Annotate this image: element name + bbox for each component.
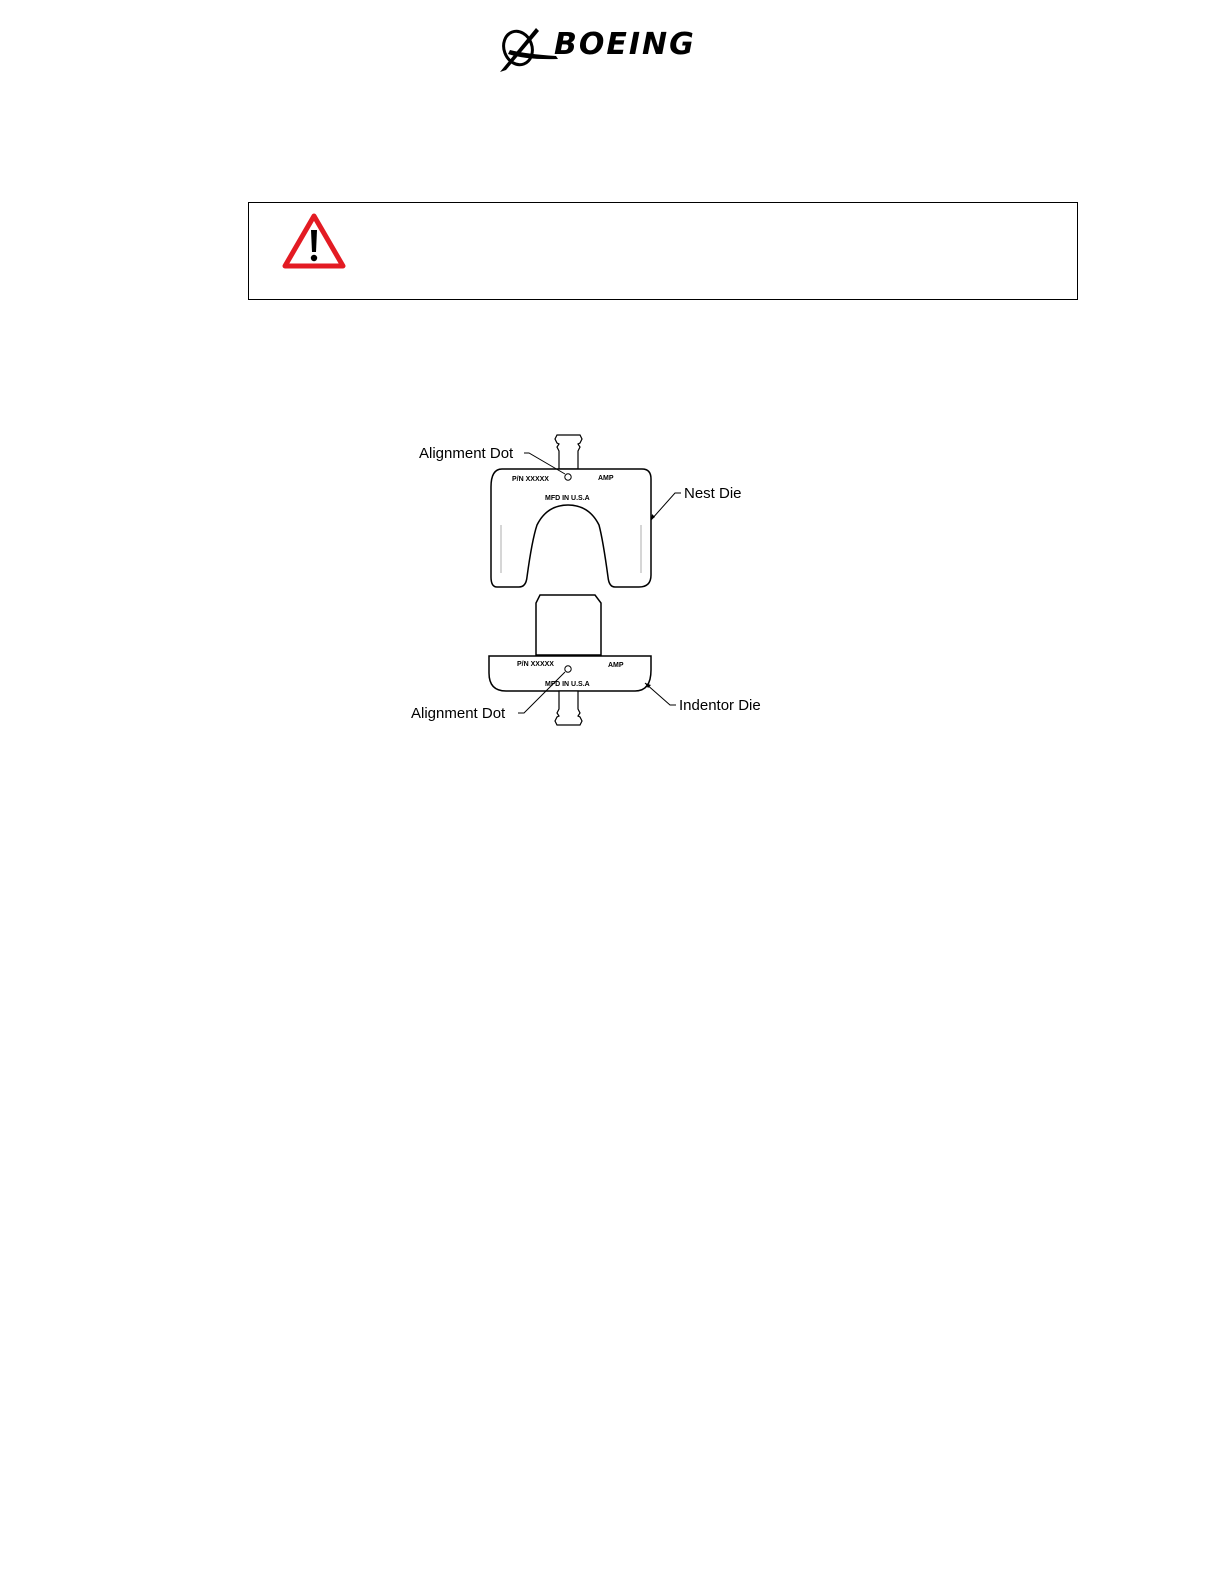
die-diagram (405, 425, 780, 735)
nest-die-origin: MFD IN U.S.A (545, 495, 590, 502)
nest-die-alignment-dot (565, 474, 571, 480)
indentor-die (489, 595, 651, 725)
logo-wordmark: BOEING (554, 27, 696, 62)
indentor-die-origin: MFD IN U.S.A (545, 681, 590, 688)
callout-label: Alignment Dot (419, 445, 514, 462)
warning-triangle-icon (282, 212, 346, 270)
callout-label: Indentor Die (679, 697, 761, 714)
nest-die-part-number: P/N XXXXX (512, 476, 549, 483)
nest-die-brand: AMP (598, 475, 614, 482)
indentor-die-part-number: P/N XXXXX (517, 661, 554, 668)
callout-label: Alignment Dot (411, 705, 506, 722)
indentor-die-shank (555, 691, 582, 725)
boeing-symbol-icon (499, 27, 558, 72)
warning-box (248, 202, 1078, 300)
nest-die-body (491, 469, 651, 587)
nest-die-shank (555, 435, 582, 469)
boeing-logo-graphic (496, 20, 728, 78)
callout-label: Nest Die (684, 485, 742, 502)
callout-indentor-die (645, 683, 761, 714)
boeing-logo (496, 20, 728, 78)
indentor-die-alignment-dot (565, 666, 571, 672)
leader-line (651, 493, 681, 520)
callout-nest-die (651, 485, 742, 520)
indentor-die-block (536, 595, 601, 655)
nest-die (491, 435, 651, 587)
indentor-die-brand: AMP (608, 662, 624, 669)
